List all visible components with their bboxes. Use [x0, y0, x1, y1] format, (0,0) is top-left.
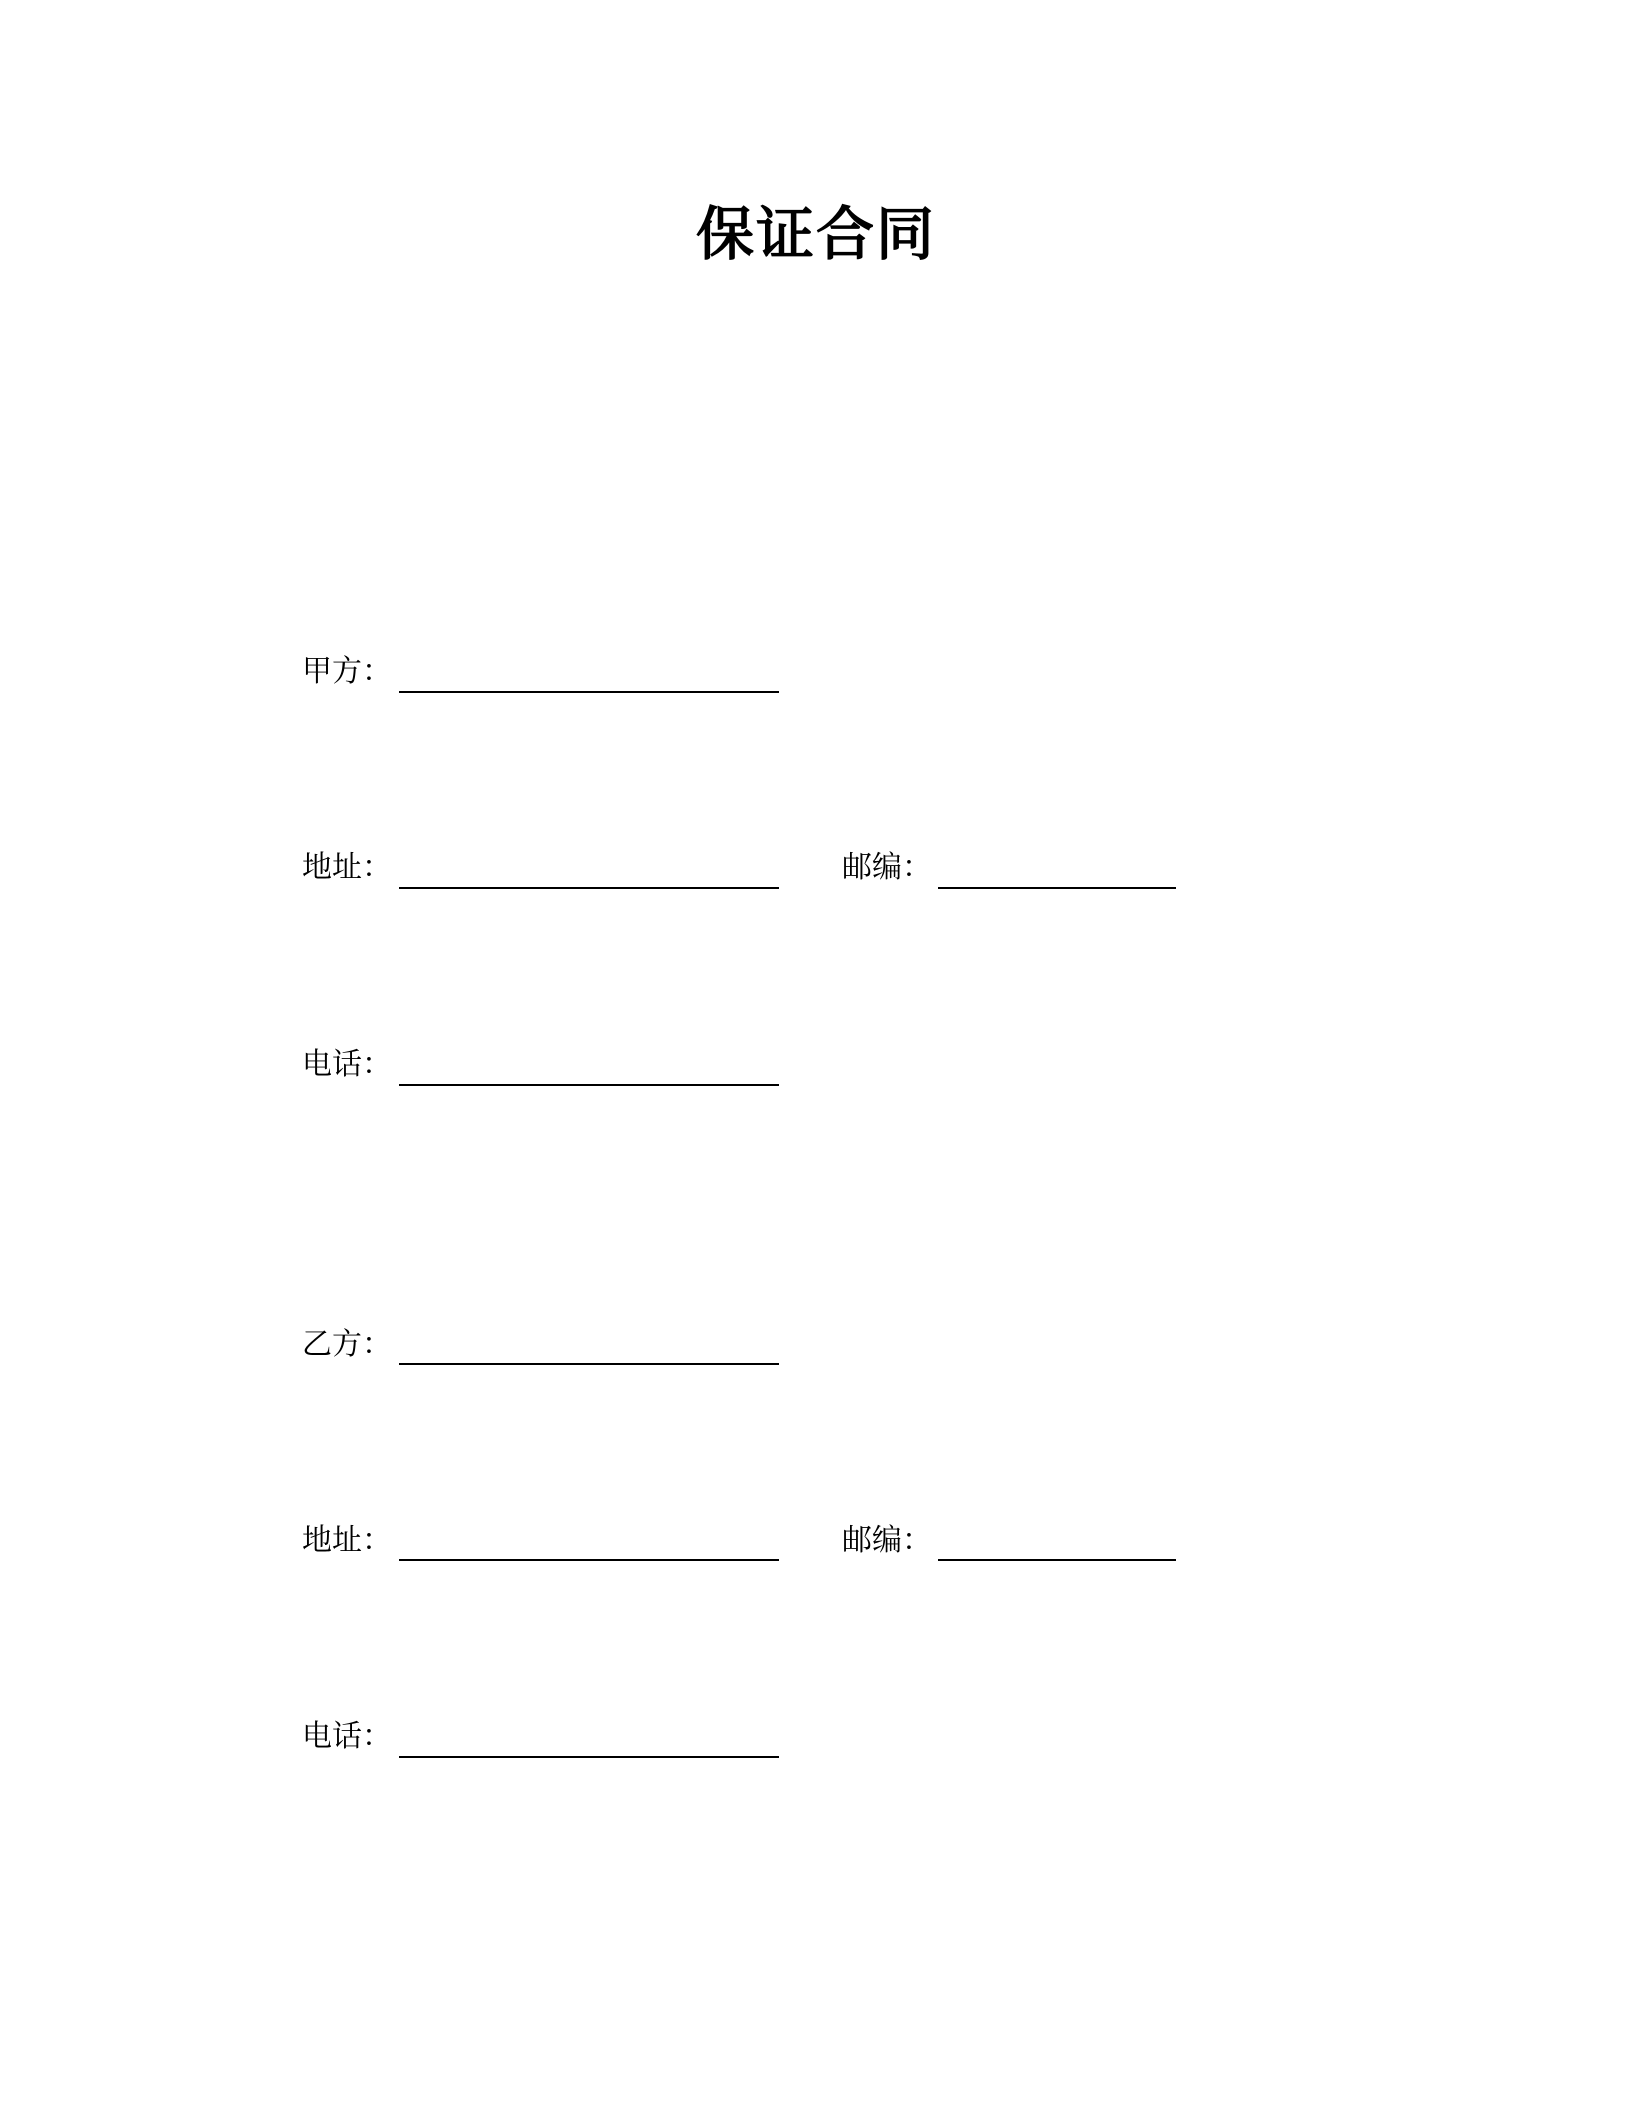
party-b-address-label: 地址：: [302, 1523, 392, 1558]
party-b-name-label: 乙方：: [302, 1327, 392, 1362]
party-a-postcode-label: 邮编：: [842, 850, 932, 885]
party-a-postcode-field[interactable]: [938, 887, 1176, 889]
page-title: 保证合同: [695, 200, 936, 268]
party-b-postcode-field[interactable]: [938, 1559, 1176, 1561]
party-a-address-label: 地址：: [302, 850, 392, 885]
party-a-phone-field[interactable]: [399, 1084, 779, 1086]
party-b-name-field[interactable]: [399, 1363, 779, 1365]
party-b-phone-label: 电话：: [302, 1719, 392, 1754]
party-b-phone-field[interactable]: [399, 1756, 779, 1758]
party-b-address-field[interactable]: [399, 1559, 779, 1561]
party-a-name-field[interactable]: [399, 691, 779, 693]
party-a-name-label: 甲方：: [302, 654, 392, 689]
party-a-phone-label: 电话：: [302, 1047, 392, 1082]
party-a-address-field[interactable]: [399, 887, 779, 889]
party-b-postcode-label: 邮编：: [842, 1523, 932, 1558]
